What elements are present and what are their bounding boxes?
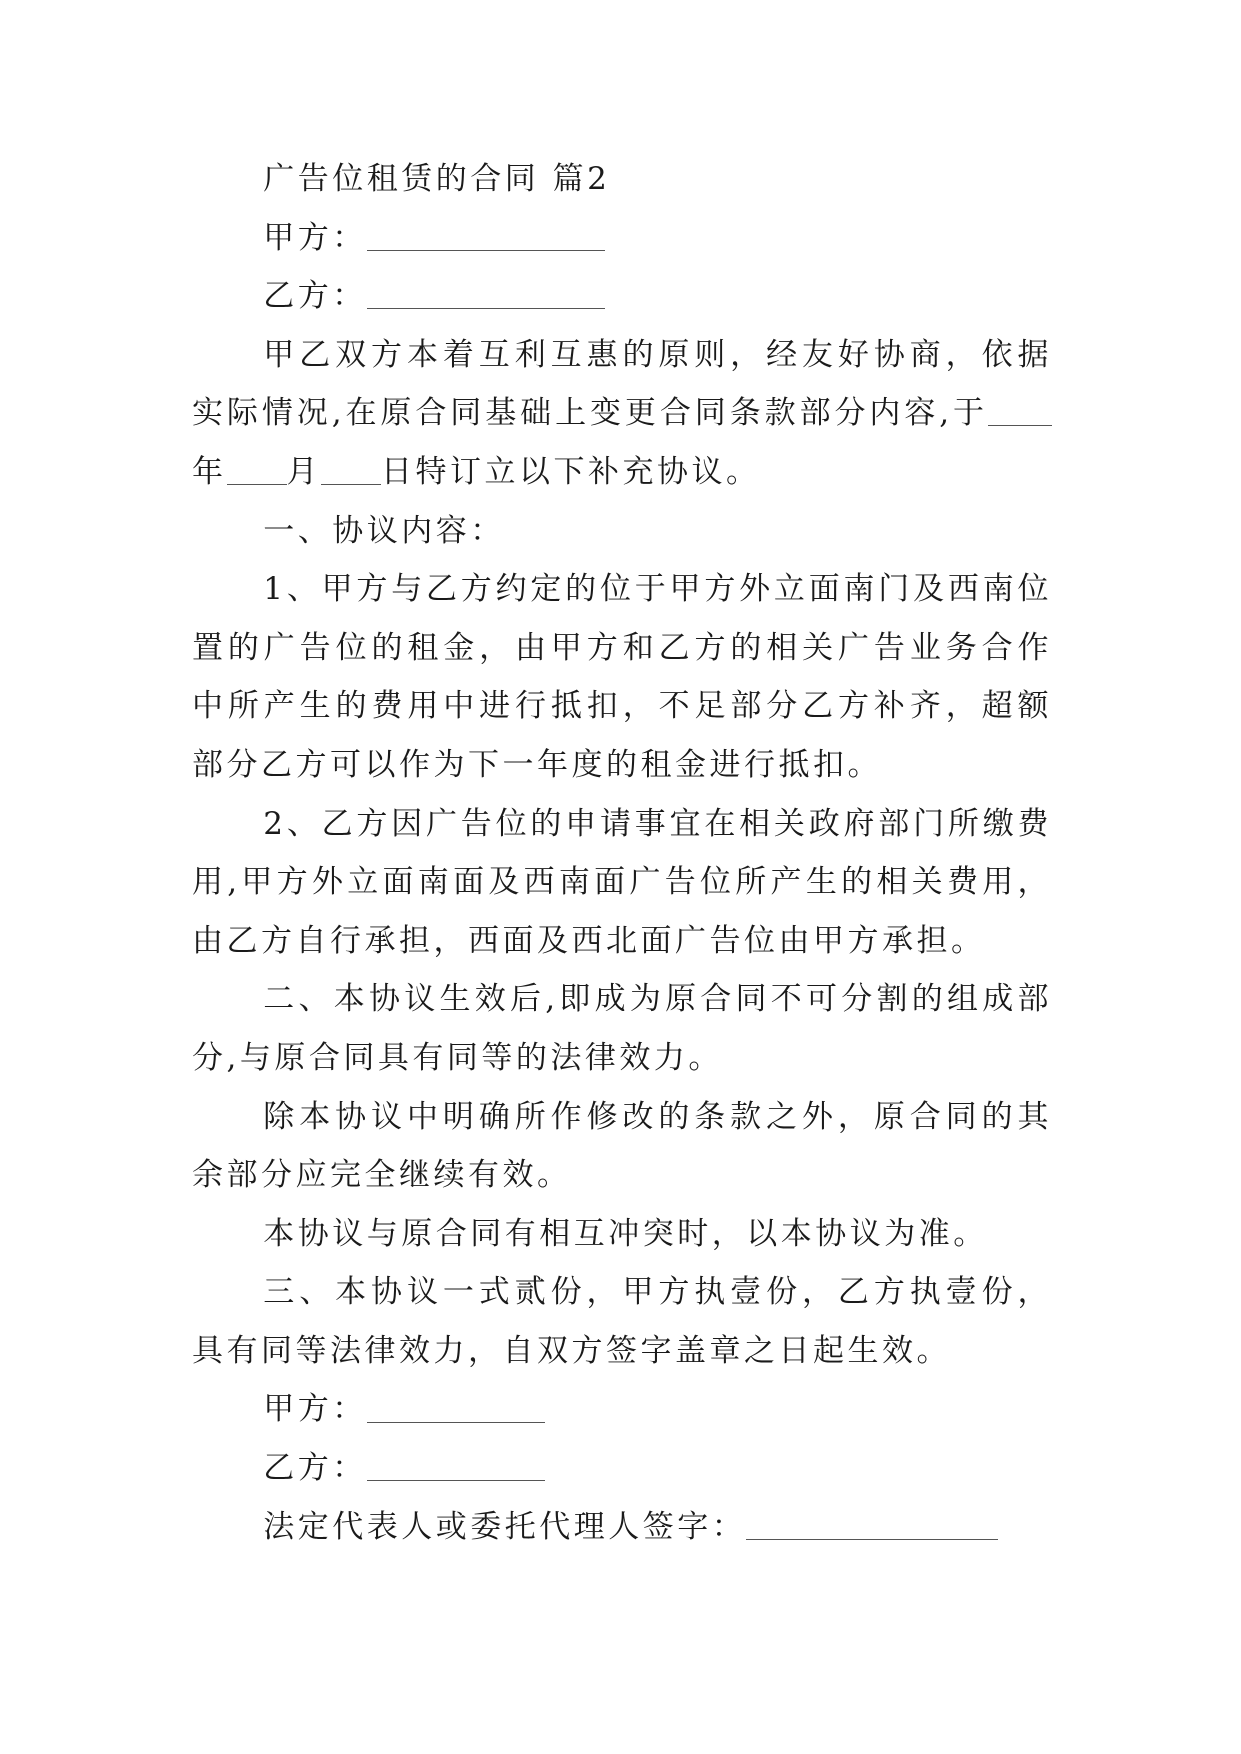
sign-party-a-line — [192, 1380, 1052, 1439]
party-b-line — [192, 267, 1052, 326]
party-a-line — [192, 209, 1052, 268]
sign-party-a-label: 甲方： — [263, 1391, 367, 1428]
conflict-clause: 本协议与原合同有相互冲突时，以本协议为准。 — [263, 1215, 988, 1252]
month-blank — [227, 453, 287, 485]
intro-paragraph — [192, 326, 1052, 502]
section-3: 三、本协议一式贰份，甲方执壹份，乙方执壹份，具有同等法律效力，自双方签字盖章之日起生效。 — [192, 1274, 1052, 1369]
sign-party-a-blank — [367, 1391, 545, 1423]
section-1-heading: 一、协议内容： — [263, 512, 505, 549]
sign-party-b-blank — [367, 1449, 545, 1481]
section-2: 二、本协议生效后,即成为原合同不可分割的组成部分,与原合同具有同等的法律效力。 — [192, 981, 1052, 1076]
sign-party-b-line — [192, 1439, 1052, 1498]
party-b-label: 乙方： — [263, 278, 367, 315]
party-b-blank — [367, 277, 605, 309]
sign-party-b-label: 乙方： — [263, 1450, 367, 1487]
contract-page — [192, 150, 1052, 1556]
clause-2: 2、乙方因广告位的申请事宜在相关政府部门所缴费用,甲方外立面南面及西南面广告位所产生的相关费用，由乙方自行承担，西面及西北面广告位由甲方承担。 — [192, 805, 1052, 959]
clause-1: 1、甲方与乙方约定的位于甲方外立面南门及西南位置的广告位的租金，由甲方和乙方的相关广告业务合作中所产生的费用中进行抵扣，不足部分乙方补齐，超额部分乙方可以作为下一年度的租金进行抵扣。 — [192, 571, 1052, 783]
month-label: 月 — [286, 453, 321, 490]
party-a-blank — [367, 219, 605, 251]
intro-text: 甲乙双方本着互利互惠的原则，经友好协商，依据实际情况,在原合同基础上变更合同条款部分内容,于 — [192, 336, 1052, 432]
day-blank — [321, 453, 381, 485]
representative-blank — [746, 1508, 998, 1540]
party-a-label: 甲方： — [263, 219, 367, 256]
representative-line — [192, 1498, 1052, 1557]
intro-ending: 日特订立以下补充协议。 — [381, 453, 761, 490]
year-blank — [988, 394, 1052, 426]
year-label: 年 — [192, 453, 227, 490]
document-title: 广告位租赁的合同 篇2 — [263, 161, 611, 197]
except-clause: 除本协议中明确所作修改的条款之外，原合同的其余部分应完全继续有效。 — [192, 1098, 1052, 1194]
representative-label: 法定代表人或委托代理人签字： — [263, 1508, 747, 1545]
